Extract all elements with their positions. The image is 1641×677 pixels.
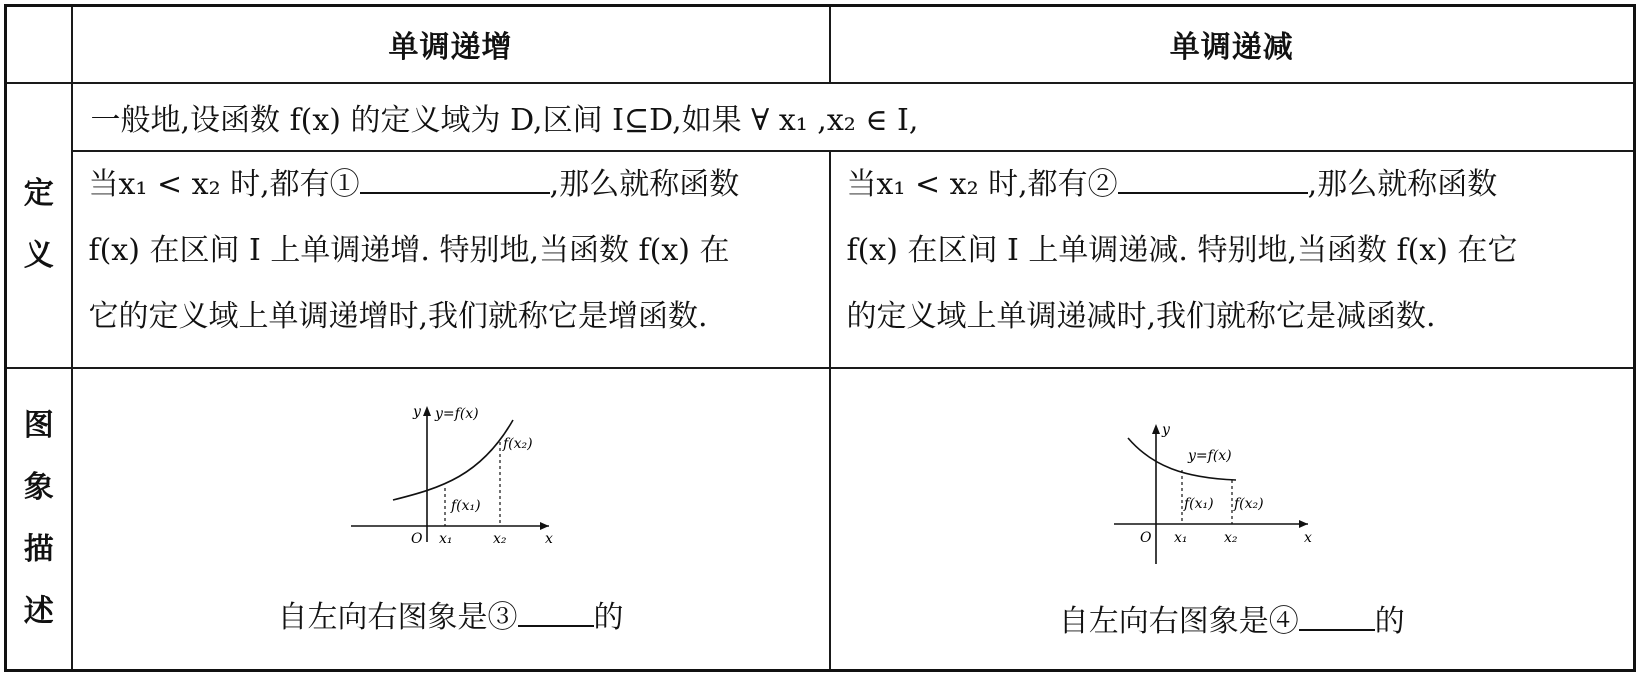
def-inc-line-1b: ,那么就称函数 (549, 166, 740, 202)
fx2-label: f(x₂) (1233, 495, 1264, 512)
definition-intro: 一般地,设函数 f(x) 的定义域为 D,区间 I⊆D,如果 ∀ x₁ ,x₂ ∈ I, (72, 83, 1635, 151)
def-dec-line-1b: ,那么就称函数 (1307, 166, 1498, 202)
definition-decreasing (830, 151, 1635, 368)
def-dec-line-1 (847, 152, 1620, 218)
graph-increasing-cell (72, 368, 830, 671)
graph-label (6, 368, 72, 671)
x1-label: x₁ (1173, 529, 1188, 546)
caption-decreasing-after: 的 (1374, 603, 1405, 639)
x2-label: x₂ (492, 530, 507, 547)
increasing-graph (331, 402, 571, 552)
fx2-label: f(x₂) (502, 435, 533, 452)
definition-label-char-2: 义 (23, 238, 54, 274)
x-axis-arrow-icon (540, 522, 549, 530)
function-label: y=f(x) (434, 405, 479, 422)
caption-decreasing-before: 自左向右图象是④ (1058, 603, 1299, 639)
caption-decreasing (831, 596, 1634, 640)
blank-2 (1118, 192, 1308, 194)
blank-4 (1299, 629, 1375, 631)
header-decreasing: 单调递减 (830, 6, 1635, 83)
monotonicity-table (4, 4, 1636, 672)
intro-row (6, 83, 1635, 151)
def-dec-line-3: 的定义域上单调递减时,我们就称它是减函数. (846, 298, 1436, 334)
def-inc-line-3: 它的定义域上单调递增时,我们就称它是增函数. (88, 298, 708, 334)
blank-1 (360, 192, 550, 194)
decreasing-graph (1112, 418, 1352, 568)
def-dec-line-2: f(x) 在区间 I 上单调递减. 特别地,当函数 f(x) 在它 (846, 232, 1518, 268)
blank-3 (518, 625, 594, 627)
header-row (6, 6, 1635, 83)
definition-increasing (72, 151, 830, 368)
graph-label-char-1: 图 (23, 407, 54, 443)
caption-increasing-before: 自左向右图象是③ (277, 599, 518, 635)
y-axis-label: y (1161, 421, 1170, 438)
y-axis-label: y (412, 403, 421, 420)
graph-label-char-3: 描 (23, 531, 54, 567)
corner-cell (6, 6, 72, 83)
def-inc-line-2: f(x) 在区间 I 上单调递增. 特别地,当函数 f(x) 在 (88, 232, 730, 268)
increasing-curve (393, 420, 513, 500)
origin-label: O (1139, 529, 1152, 546)
fx1-label: f(x₁) (1183, 495, 1214, 512)
graph-decreasing-cell (830, 368, 1635, 671)
x2-label: x₂ (1223, 529, 1238, 546)
x-axis-arrow-icon (1299, 520, 1308, 528)
x-axis-label: x (544, 530, 553, 547)
y-axis-arrow-icon (1152, 424, 1160, 434)
def-inc-line-1 (89, 152, 815, 218)
origin-label: O (410, 530, 422, 547)
def-inc-line-1a: 当x₁ < x₂ 时,都有① (88, 166, 360, 202)
header-increasing: 单调递增 (72, 6, 830, 83)
definition-row (6, 151, 1635, 368)
graph-label-char-4: 述 (23, 593, 54, 629)
function-label: y=f(x) (1187, 447, 1232, 464)
x1-label: x₁ (438, 530, 453, 547)
def-dec-line-1a: 当x₁ < x₂ 时,都有② (846, 166, 1118, 202)
definition-label-char-1: 定 (23, 176, 54, 212)
fx1-label: f(x₁) (450, 497, 481, 514)
definition-label (6, 83, 72, 368)
graph-label-char-2: 象 (23, 469, 54, 505)
graph-row (6, 368, 1635, 671)
y-axis-arrow-icon (423, 406, 431, 416)
caption-increasing (73, 592, 829, 636)
caption-increasing-after: 的 (593, 599, 624, 635)
x-axis-label: x (1303, 529, 1312, 546)
